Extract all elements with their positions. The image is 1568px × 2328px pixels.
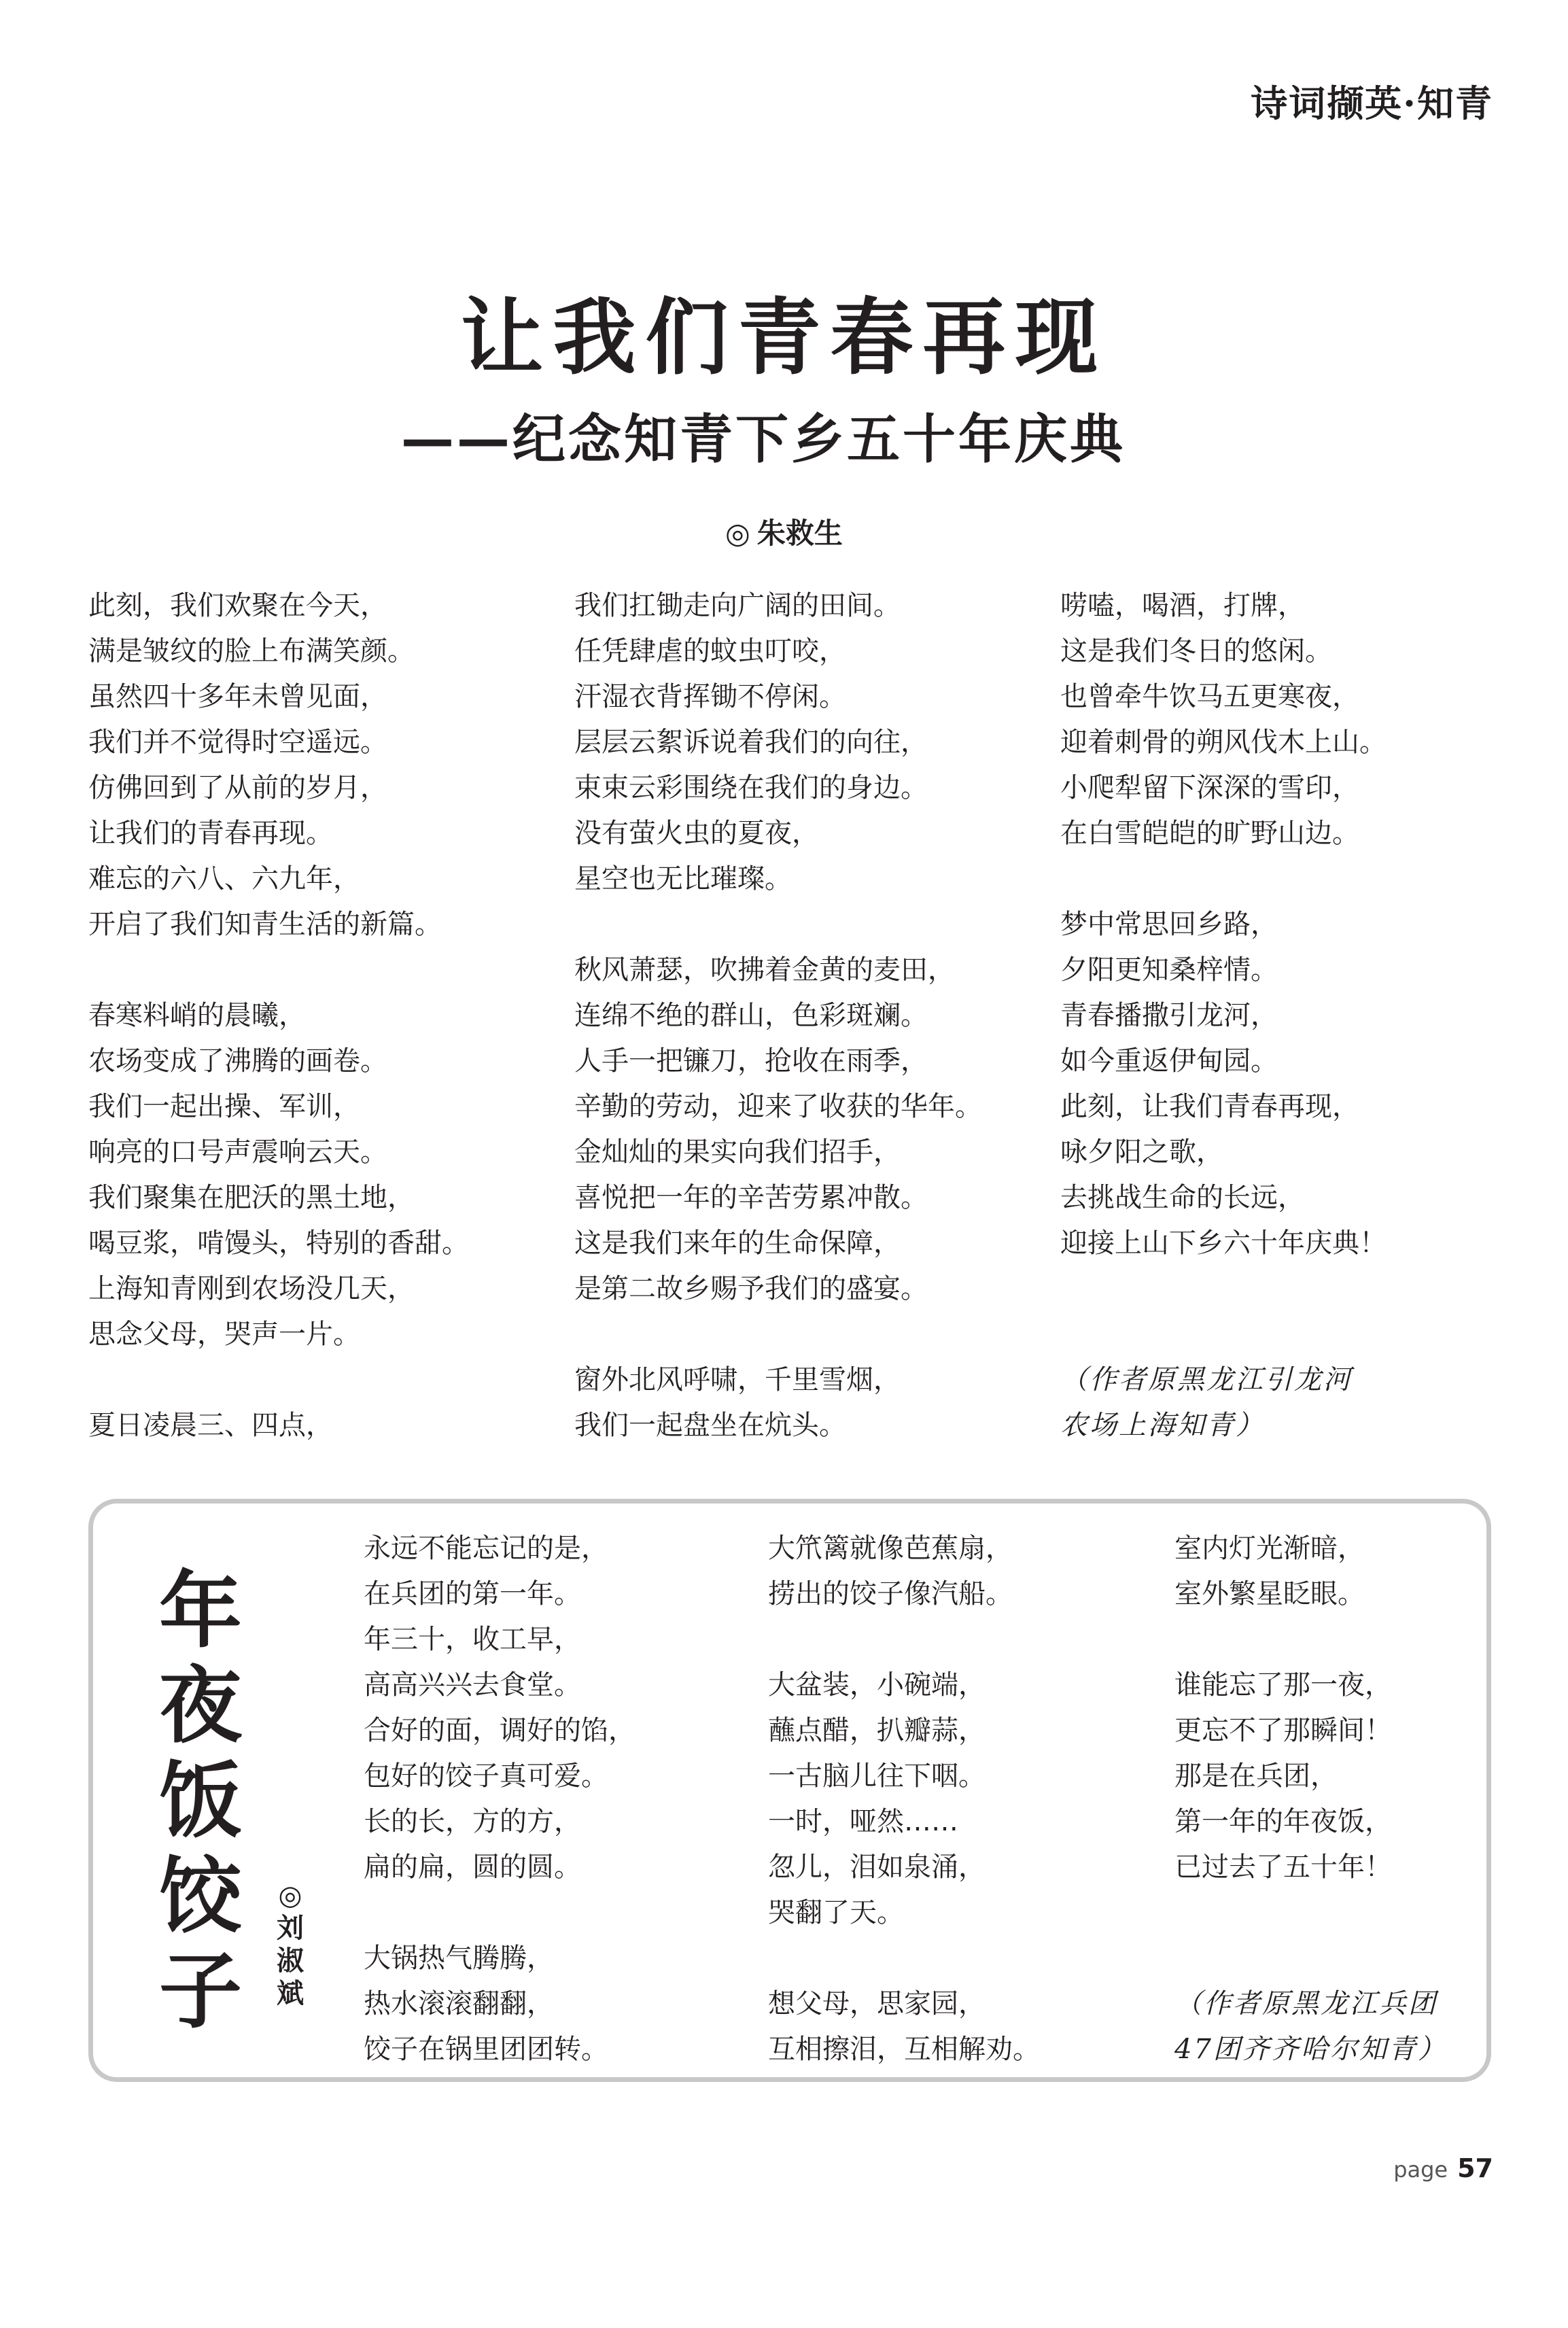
stanza-break <box>1174 1936 1447 1981</box>
poem-line: 喜悦把一年的辛苦劳累冲散。 <box>574 1182 928 1213</box>
author-note: 47团齐齐哈尔知青） <box>1174 2034 1447 2065</box>
stanza-break <box>768 1936 1040 1981</box>
author-note: （作者原黑龙江引龙河 <box>1060 1364 1353 1395</box>
poem-line: 没有萤火虫的夏夜， <box>574 818 819 849</box>
poem-line: 忽儿，泪如泉涌， <box>768 1852 986 1883</box>
poem-line: 捞出的饺子像汽船。 <box>768 1578 1013 1610</box>
title-char: 子 <box>159 1943 242 2040</box>
poem-line: 农场变成了沸腾的画卷。 <box>88 1045 387 1077</box>
poem-line: 连绵不绝的群山，色彩斑斓。 <box>574 1000 928 1031</box>
poem-line: 已过去了五十年！ <box>1174 1852 1392 1883</box>
poem-line: 互相擦泪，互相解劝。 <box>768 2034 1040 2065</box>
poem-line: 一时，哑然…… <box>768 1806 958 1837</box>
article-subtitle: ——纪念知青下乡五十年庆典 <box>401 409 1126 470</box>
author-note: 农场上海知青） <box>1060 1410 1265 1441</box>
poem-line: 我们并不觉得时空遥远。 <box>88 727 387 758</box>
poem-line: 蘸点醋，扒瓣蒜， <box>768 1715 986 1746</box>
poem-line: 唠嗑，喝酒，打牌， <box>1060 590 1305 621</box>
title-char: 饺 <box>159 1848 242 1945</box>
poem-line: 夏日凌晨三、四点， <box>88 1410 333 1441</box>
poem-line: 去挑战生命的长远， <box>1060 1182 1305 1213</box>
poem-line: 思念父母，哭声一片。 <box>88 1319 360 1350</box>
page-number <box>1393 2153 1493 2183</box>
poem-line: 谁能忘了那一夜， <box>1174 1669 1392 1701</box>
poem-line: 大锅热气腾腾， <box>364 1943 554 1974</box>
author-note: （作者原黑龙江兵团 <box>1174 1988 1438 2019</box>
stanza-break <box>1060 1312 1387 1357</box>
poem-line: 这是我们冬日的悠闲。 <box>1060 636 1332 667</box>
poem-line: 在白雪皑皑的旷野山边。 <box>1060 818 1359 849</box>
poem-line: 此刻，我们欢聚在今天， <box>88 590 387 621</box>
poem-line: 包好的饺子真可爱。 <box>364 1760 608 1792</box>
poem-line: 满是皱纹的脸上布满笑颜。 <box>88 636 415 667</box>
poem-line: 那是在兵团， <box>1174 1760 1338 1792</box>
poem-line: 迎着刺骨的朔风伐木上山。 <box>1060 727 1387 758</box>
poem-line: 上海知青刚到农场没几天， <box>88 1273 415 1304</box>
poem-line: 开启了我们知青生活的新篇。 <box>88 909 442 940</box>
poem-line: 大笊篱就像芭蕉扇， <box>768 1533 1013 1564</box>
poem-line: 想父母，思家园， <box>768 1988 986 2019</box>
poem-line: 迎接上山下乡六十年庆典！ <box>1060 1228 1387 1259</box>
poem-line: 更忘不了那瞬间！ <box>1174 1715 1392 1746</box>
box-poem-title <box>153 1563 248 2039</box>
poem-line: 我们聚集在肥沃的黑土地， <box>88 1182 415 1213</box>
poem-line: 年三十，收工早， <box>364 1624 581 1655</box>
poem-line: 是第二故乡赐予我们的盛宴。 <box>574 1273 928 1304</box>
box-column-3 <box>1174 1526 1447 2072</box>
poem-line: 哭翻了天。 <box>768 1897 904 1928</box>
poem-line: 合好的面，调好的馅， <box>364 1715 635 1746</box>
poem-line: 在兵团的第一年。 <box>364 1578 581 1610</box>
poem-line: 扁的扁，圆的圆。 <box>364 1852 581 1883</box>
poem-line: 窗外北风呼啸，千里雪烟， <box>574 1364 901 1395</box>
poem-line: 秋风萧瑟，吹拂着金黄的麦田， <box>574 954 955 986</box>
poem-line: 辛勤的劳动，迎来了收获的华年。 <box>574 1091 982 1122</box>
poem-line: 仿佛回到了从前的岁月， <box>88 772 387 803</box>
poem-line: 喝豆浆，啃馒头，特别的香甜。 <box>88 1228 469 1259</box>
poem-column-1 <box>88 583 469 1448</box>
poem-line: 响亮的口号声震响云天。 <box>88 1136 387 1168</box>
poem-line: 热水滚滚翻翻， <box>364 1988 554 2019</box>
poem-line: 我们一起出操、军训， <box>88 1091 360 1122</box>
author-char: 淑 <box>277 1945 304 1977</box>
poem-line: 任凭肆虐的蚊虫叮咬， <box>574 636 846 667</box>
poem-line: 星空也无比璀璨。 <box>574 863 792 894</box>
poem-line: 咏夕阳之歌， <box>1060 1136 1223 1168</box>
stanza-break <box>768 1617 1040 1663</box>
title-char: 夜 <box>159 1658 242 1754</box>
poem-line: 夕阳更知桑梓情。 <box>1060 954 1278 986</box>
stanza-break <box>1174 1617 1447 1663</box>
poem-line: 饺子在锅里团团转。 <box>364 2034 608 2065</box>
stanza-break <box>88 1357 469 1403</box>
poem-line: 此刻，让我们青春再现， <box>1060 1091 1359 1122</box>
poem-line: 金灿灿的果实向我们招手， <box>574 1136 901 1168</box>
poem-column-2 <box>574 583 982 1448</box>
poem-line: 春寒料峭的晨曦， <box>88 1000 306 1031</box>
byline-mark: ◎ <box>725 517 750 550</box>
page-value: 57 <box>1457 2153 1493 2183</box>
stanza-break <box>1060 1266 1387 1312</box>
poem-line: 永远不能忘记的是， <box>364 1533 608 1564</box>
poem-line: 人手一把镰刀，抢收在雨季， <box>574 1045 928 1077</box>
poem-line: 层层云絮诉说着我们的向往， <box>574 727 928 758</box>
box-column-2 <box>768 1526 1040 2072</box>
stanza-break <box>574 1312 982 1357</box>
title-char: 年 <box>159 1563 242 1659</box>
stanza-break <box>1060 856 1387 902</box>
poem-line: 高高兴兴去食堂。 <box>364 1669 581 1701</box>
stanza-break <box>364 1890 635 1936</box>
title-char: 饭 <box>159 1753 242 1849</box>
author-name: 朱救生 <box>756 517 843 550</box>
poem-line: 汗湿衣背挥锄不停闲。 <box>574 681 846 712</box>
poem-line: 室内灯光渐暗， <box>1174 1533 1365 1564</box>
poem-line: 束束云彩围绕在我们的身边。 <box>574 772 928 803</box>
poem-line: 一古脑儿往下咽。 <box>768 1760 986 1792</box>
author-char: 斌 <box>277 1978 304 2009</box>
box-column-1 <box>364 1526 635 2072</box>
poem-line: 青春播撒引龙河， <box>1060 1000 1278 1031</box>
box-poem-author <box>273 1879 307 2010</box>
section-label: 诗词撷英·知青 <box>1251 82 1493 125</box>
poem-line: 小爬犁留下深深的雪印， <box>1060 772 1359 803</box>
poem-line: 我们扛锄走向广阔的田间。 <box>574 590 901 621</box>
byline <box>0 511 1568 552</box>
poem-line: 梦中常思回乡路， <box>1060 909 1278 940</box>
poem-line: 虽然四十多年未曾见面， <box>88 681 387 712</box>
poem-column-3 <box>1060 583 1387 1448</box>
author-char: 刘 <box>277 1913 304 1944</box>
poem-line: 我们一起盘坐在炕头。 <box>574 1410 846 1441</box>
page-word: page <box>1393 2157 1448 2183</box>
stanza-break <box>574 902 982 948</box>
author-mark: ◎ <box>278 1880 302 1911</box>
poem-line: 难忘的六八、六九年， <box>88 863 360 894</box>
poem-line: 如今重返伊甸园。 <box>1060 1045 1278 1077</box>
poem-line: 让我们的青春再现。 <box>88 818 333 849</box>
poem-line: 这是我们来年的生命保障， <box>574 1228 901 1259</box>
poem-line: 也曾牵牛饮马五更寒夜， <box>1060 681 1359 712</box>
article-title: 让我们青春再现 <box>460 290 1108 386</box>
poem-line: 长的长，方的方， <box>364 1806 581 1837</box>
poem-line: 室外繁星眨眼。 <box>1174 1578 1365 1610</box>
stanza-break <box>88 948 469 993</box>
stanza-break <box>1174 1890 1447 1936</box>
poem-line: 第一年的年夜饭， <box>1174 1806 1392 1837</box>
poem-line: 大盆装，小碗端， <box>768 1669 986 1701</box>
